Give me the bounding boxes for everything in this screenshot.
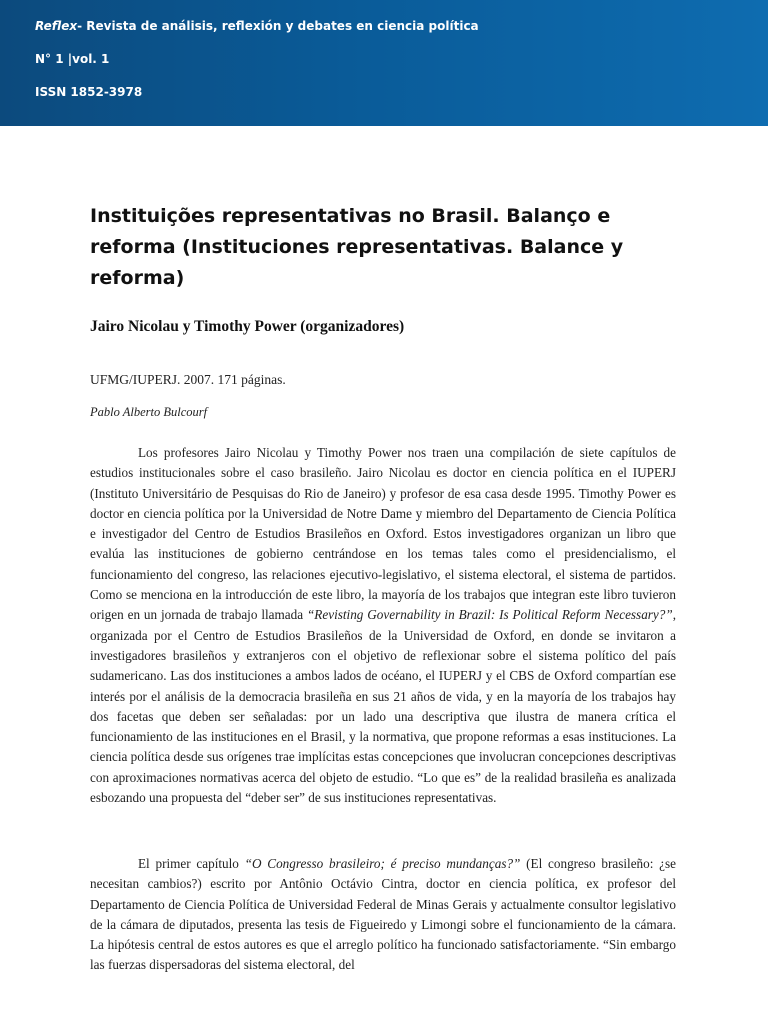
- journal-subtitle: - Revista de análisis, reflexión y debates en ciencia política: [77, 19, 479, 33]
- paragraph-2-text-b: (El congreso brasileño: ¿se necesitan cambios?) escrito por Antônio Octávio Cintra, doctor en ciencia política, ex profesor del Departamento de Ciencia Política de Universidad Federal de Minas Gerais y actualmente consultor legislativo de la cámara de diputados, presenta las tesis de Figueiredo y Limongi sobre el funcionamiento de la cámara. La hipótesis central de estos autores es que el arreglo político ha funcionado satisfactoriamente. “Sin embargo las fuerzas dispersadoras del sistema electoral, del: [90, 856, 677, 973]
- issn: ISSN 1852-3978: [35, 85, 143, 99]
- paragraph-2-text-a: El primer capítulo: [138, 856, 245, 871]
- issue-number: N° 1 |vol. 1: [35, 52, 110, 66]
- journal-title-line: [35, 19, 479, 33]
- journal-header-banner: [0, 0, 768, 126]
- paragraph-1-text-b: , organizada por el Centro de Estudios Brasileños de la Universidad de Oxford, en donde se invitaron a investigadores brasileños y extranjeros con el objetivo de reflexionar sobre el sistema político del país sudamericano. Las dos instituciones a ambos lados de océano, el IUPERJ y el CBS de Oxford compartían ese interés por el análisis de la democracia brasileña en sus 21 años de vida, y en la mayoría de los trabajos hay dos facetas que deben ser señaladas: por un lado una descriptiva que ilustra de manera crítica el funcionamiento de las instituciones en el Brasil, y la normativa, que propone reformas a esas instituciones. La ciencia política desde sus orígenes trae implícitas estas concepciones que involucran concepciones descriptivas con aproximaciones normativas acerca del objeto de estudio. “Lo que es” de la realidad brasileña es analizada esbozando una propuesta del “deber ser” de sus instituciones representativas.: [90, 607, 676, 806]
- publication-info: UFMG/IUPERJ. 2007. 171 páginas.: [90, 372, 286, 387]
- article-title: Instituições representativas no Brasil. Balanço e reforma (Instituciones representativas. Balance y reforma): [90, 205, 624, 289]
- body-paragraph-2: [90, 854, 676, 976]
- reviewer-name: Pablo Alberto Bulcourf: [90, 405, 208, 419]
- body-paragraph-1: [90, 443, 676, 808]
- paragraph-1-italic-title: “Revisting Governability in Brazil: Is Political Reform Necessary?”: [306, 607, 673, 623]
- article-authors: Jairo Nicolau y Timothy Power (organizadores): [90, 318, 405, 335]
- paragraph-1-text-a: Los profesores Jairo Nicolau y Timothy Power nos traen una compilación de siete capítulos de estudios institucionales sobre el caso brasileño. Jairo Nicolau es doctor en ciencia política en el IUPERJ (Instituto Universitário de Pesquisas do Rio de Janeiro) y profesor de esa casa desde 1995. Timothy Power es doctor en ciencia política por la Universidad de Notre Dame y miembro del Departamento de Ciencia Política e investigador del Centro de Estudios Brasileños en Oxford. Estos investigadores organizan un libro que evalúa las instituciones de gobierno centrándose en los temas tales como el presidencialismo, el funcionamiento del congreso, las relaciones ejecutivo-legislativo, el sistema electoral, el sistema de partidos. Como se menciona en la introducción de este libro, la mayoría de los trabajos que integran este libro tuvieron origen en un jornada de trabajo llamada: [90, 445, 676, 623]
- journal-name: Reflex: [35, 19, 78, 33]
- paragraph-2-italic-title: “O Congresso brasileiro; é preciso mundanças?”: [244, 856, 521, 871]
